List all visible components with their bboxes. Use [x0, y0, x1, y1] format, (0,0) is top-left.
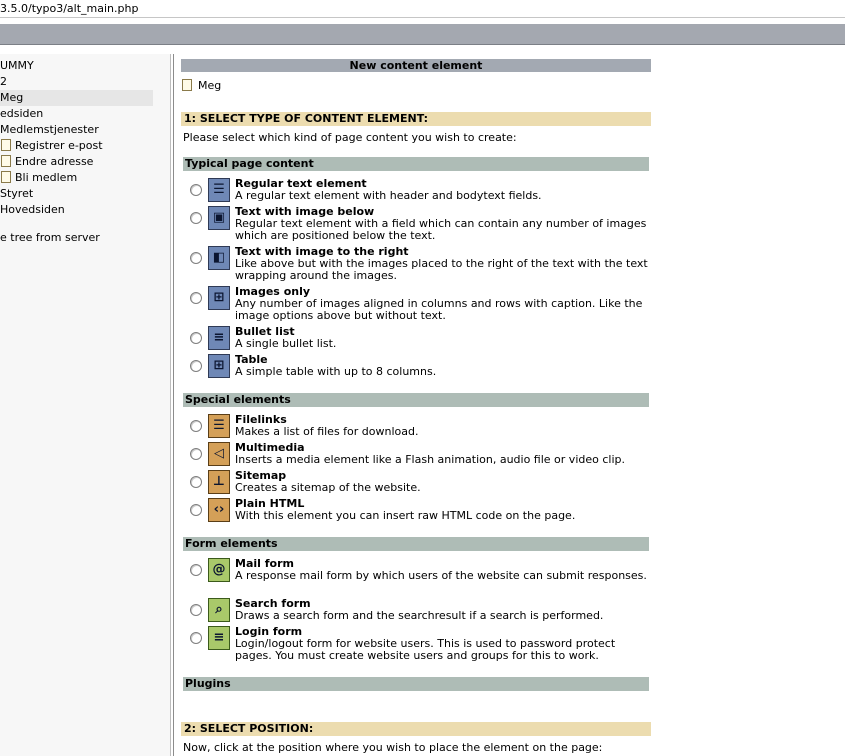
page-icon[interactable] — [1, 139, 11, 151]
content-type-description: Draws a search form and the searchresult if a search is performed. — [235, 609, 604, 622]
tree-item-label: Bli medlem — [15, 171, 78, 184]
content-type-title[interactable]: Text with image below — [235, 205, 375, 218]
tree-item-label: Medlemstjenester — [0, 123, 99, 136]
mail-form-icon[interactable] — [208, 558, 230, 582]
step2-instruction: Now, click at the position where you wish to place the element on the page: — [183, 741, 603, 754]
content-type-description: Login/logout form for website users. This is used to password protect pages. You must create website users and groups for this to work. — [235, 637, 616, 662]
content-type-radio[interactable] — [190, 184, 202, 196]
content-type-radio[interactable] — [190, 632, 202, 644]
page-icon[interactable] — [1, 171, 11, 183]
content-type-description: Inserts a media element like a Flash animation, audio file or video clip. — [235, 453, 625, 466]
content-type-description: Makes a list of files for download. — [235, 425, 419, 438]
images-only-icon[interactable] — [208, 286, 230, 310]
content-type-description: A regular text element with header and bodytext fields. — [235, 189, 542, 202]
tree-item[interactable] — [0, 186, 153, 202]
multimedia-icon[interactable] — [208, 442, 230, 466]
page-icon[interactable] — [1, 155, 11, 167]
text-icon[interactable] — [208, 178, 230, 202]
icon-glyph: ⊥ — [213, 474, 225, 489]
content-type-radio[interactable] — [190, 332, 202, 344]
tree-item[interactable] — [0, 170, 153, 186]
content-type-option[interactable] — [183, 285, 649, 322]
tree-item-label: Meg — [0, 91, 24, 104]
html-icon[interactable] — [208, 498, 230, 522]
content-type-radio[interactable] — [190, 476, 202, 488]
content-type-radio[interactable] — [190, 292, 202, 304]
content-type-description: A simple table with up to 8 columns. — [235, 365, 437, 378]
content-type-radio[interactable] — [190, 448, 202, 460]
content-type-title[interactable]: Text with image to the right — [235, 245, 409, 258]
content-type-description: A single bullet list. — [235, 337, 337, 350]
tree-item[interactable] — [0, 90, 153, 106]
group-header: Typical page content — [183, 157, 649, 171]
tree-item[interactable] — [0, 58, 153, 74]
content-type-option[interactable] — [183, 326, 649, 354]
tree-item-label: Registrer e-post — [15, 139, 103, 152]
content-type-option[interactable] — [183, 414, 649, 442]
content-type-description: A response mail form by which users of the website can submit responses. — [235, 569, 647, 582]
tree-item[interactable] — [0, 202, 153, 218]
table-icon[interactable] — [208, 354, 230, 378]
sitemap-icon[interactable] — [208, 470, 230, 494]
tree-item-label: 2 — [0, 75, 7, 88]
search-form-icon[interactable] — [208, 598, 230, 622]
content-type-title[interactable]: Mail form — [235, 557, 294, 570]
content-type-title[interactable]: Table — [235, 353, 268, 366]
content-type-title[interactable]: Regular text element — [235, 177, 367, 190]
content-type-title[interactable]: Login form — [235, 625, 303, 638]
content-type-description: Any number of images aligned in columns and rows with caption. Like the image options above but without text. — [235, 297, 643, 322]
content-type-option[interactable] — [183, 442, 649, 470]
content-type-option[interactable] — [183, 205, 649, 242]
login-form-icon[interactable] — [208, 626, 230, 650]
content-type-radio[interactable] — [190, 252, 202, 264]
content-type-option[interactable] — [183, 598, 649, 626]
content-type-description: Regular text element with a field which can contain any number of images which are positioned below the text. — [235, 217, 647, 242]
tree-item[interactable] — [0, 154, 153, 170]
content-type-title[interactable]: Sitemap — [235, 469, 287, 482]
group-header: Form elements — [183, 537, 649, 551]
tree-item-label: Styret — [0, 187, 34, 200]
content-type-title[interactable]: Plain HTML — [235, 497, 305, 510]
icon-glyph: ≡ — [213, 630, 225, 645]
address-bar[interactable] — [0, 0, 845, 18]
content-type-radio[interactable] — [190, 504, 202, 516]
tree-item[interactable] — [0, 138, 153, 154]
icon-glyph: ‹› — [213, 502, 225, 517]
icon-glyph: ☰ — [213, 418, 225, 433]
content-type-title[interactable]: Filelinks — [235, 413, 287, 426]
content-type-title[interactable]: Multimedia — [235, 441, 305, 454]
step1-instruction: Please select which kind of page content you wish to create: — [183, 131, 517, 144]
content-type-description: With this element you can insert raw HTML code on the page. — [235, 509, 576, 522]
icon-glyph: ▣ — [212, 210, 226, 225]
text-image-below-icon[interactable] — [208, 206, 230, 230]
address-url: 3.5.0/typo3/alt_main.php — [0, 2, 139, 15]
filelinks-icon[interactable] — [208, 414, 230, 438]
content-type-title[interactable]: Images only — [235, 285, 311, 298]
tree-item-label: Endre adresse — [15, 155, 94, 168]
step1-heading: 1: SELECT TYPE OF CONTENT ELEMENT: — [181, 112, 651, 126]
tree-item[interactable] — [0, 74, 153, 90]
bullet-list-icon[interactable] — [208, 326, 230, 350]
icon-glyph: ☰ — [213, 182, 225, 197]
content-type-option[interactable] — [183, 245, 649, 282]
icon-glyph: @ — [212, 562, 226, 577]
icon-glyph: ≡ — [213, 330, 225, 345]
current-page — [182, 78, 221, 94]
icon-glyph: ⊞ — [213, 290, 225, 305]
content-type-radio[interactable] — [190, 604, 202, 616]
content-type-title[interactable]: Bullet list — [235, 325, 295, 338]
content-type-description: Creates a sitemap of the website. — [235, 481, 421, 494]
content-type-radio[interactable] — [190, 420, 202, 432]
current-page-label: Meg — [198, 79, 222, 92]
content-type-option[interactable] — [183, 354, 649, 382]
text-image-right-icon[interactable] — [208, 246, 230, 270]
step2-heading: 2: SELECT POSITION: — [181, 722, 651, 736]
page-icon — [182, 79, 192, 91]
page-title: New content element — [181, 59, 651, 72]
icon-glyph: ⌕ — [215, 602, 223, 617]
content-type-option[interactable] — [183, 470, 649, 498]
tree-item-label: Hovedsiden — [0, 203, 65, 216]
content-type-option[interactable] — [183, 558, 649, 586]
content-type-radio[interactable] — [190, 564, 202, 576]
icon-glyph: ◁ — [214, 446, 224, 461]
tree-item-label: edsiden — [0, 107, 44, 120]
icon-glyph: ⊞ — [213, 358, 225, 373]
content-type-option[interactable] — [183, 178, 649, 206]
group-header: Plugins — [183, 677, 649, 691]
content-type-radio[interactable] — [190, 212, 202, 224]
tree-item[interactable] — [0, 122, 153, 138]
tree-item[interactable] — [0, 106, 153, 122]
top-frame-band — [0, 24, 845, 45]
page-tree-panel — [0, 54, 170, 756]
icon-glyph: ◧ — [212, 250, 226, 265]
content-frame — [174, 54, 845, 756]
group-header: Special elements — [183, 393, 649, 407]
tree-item-label: UMMY — [0, 59, 34, 72]
content-type-description: Like above but with the images placed to the right of the text with the text wrapping around the images. — [235, 257, 648, 282]
content-type-option[interactable] — [183, 625, 649, 662]
reload-tree-link[interactable]: e tree from server — [0, 231, 100, 244]
content-type-title[interactable]: Search form — [235, 597, 311, 610]
content-type-radio[interactable] — [190, 360, 202, 372]
content-type-option[interactable] — [183, 498, 649, 526]
